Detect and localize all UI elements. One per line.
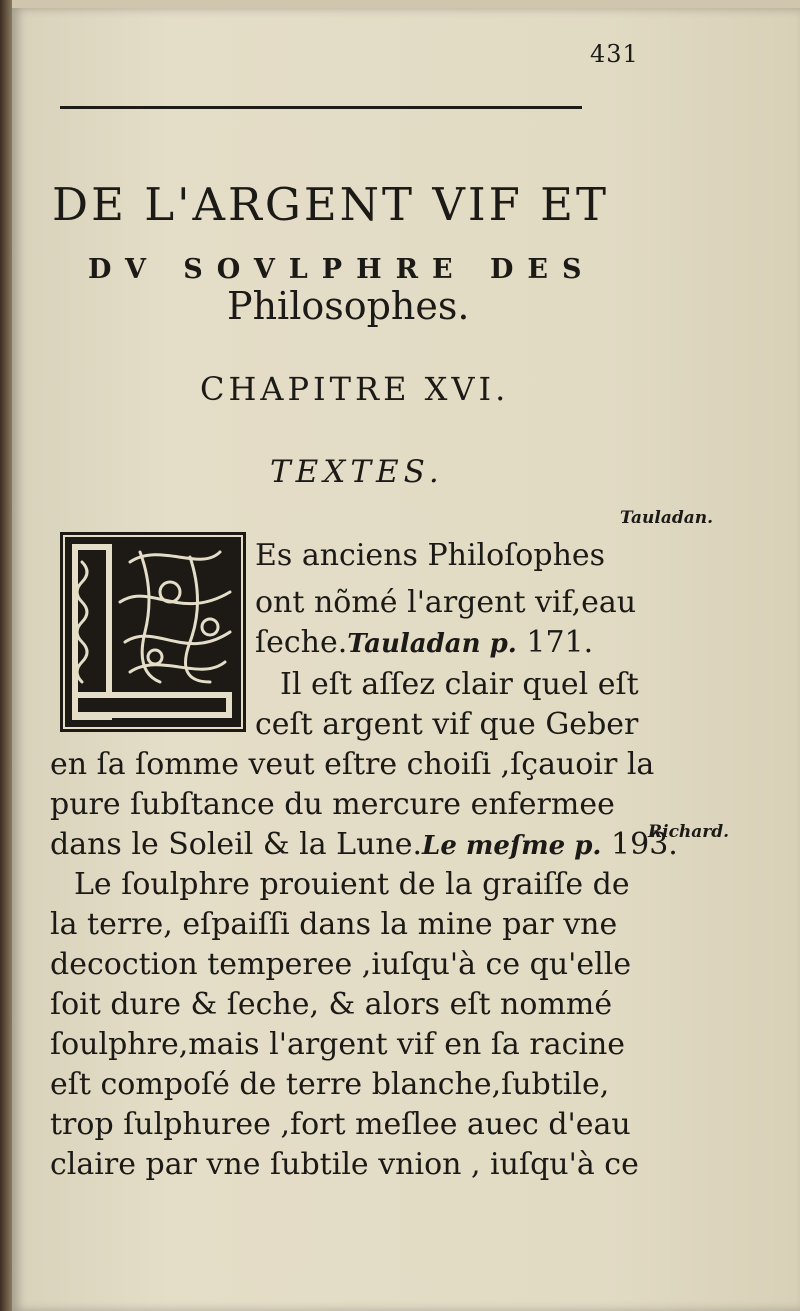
text-line-main: ſoit dure & ſeche, & alors eſt nommé xyxy=(50,987,613,1022)
header-rule xyxy=(60,106,582,109)
decorated-initial xyxy=(60,532,246,732)
text-line xyxy=(50,1107,631,1142)
text-line-main: decoction temperee ,iuſqu'à ce qu'elle xyxy=(50,947,632,982)
text-line xyxy=(50,1067,610,1102)
book-spine-edge xyxy=(0,0,12,1311)
text-line-main: ſeche. xyxy=(255,625,348,660)
text-line xyxy=(255,538,606,573)
text-line-main: ont nõmé l'argent vif,eau xyxy=(255,585,637,620)
text-line-main: eſt compoſé de terre blanche,ſubtile, xyxy=(50,1067,610,1102)
text-line xyxy=(255,707,639,742)
text-line-main: en ſa ſomme veut eſtre choiſi ,ſçauoir la xyxy=(50,747,655,782)
text-line-main: Es anciens Philoſophes xyxy=(255,538,606,573)
text-line xyxy=(255,625,594,660)
text-line xyxy=(50,787,615,822)
text-line-main: pure ſubſtance du mercure enfermee xyxy=(50,787,615,822)
chapter-subtitle: DV SOVLPHRE DES xyxy=(88,254,596,285)
text-line xyxy=(50,907,618,942)
book-page xyxy=(12,8,800,1311)
text-line xyxy=(50,827,678,862)
chapter-title: DE L'ARGENT VIF ET xyxy=(52,178,610,231)
text-line xyxy=(255,585,637,620)
citation-page: 171. xyxy=(516,625,594,660)
chapter-subtitle-continued: Philosophes. xyxy=(227,284,470,328)
text-line xyxy=(50,987,613,1022)
text-line-main: ceſt argent vif que Geber xyxy=(255,707,639,742)
text-line xyxy=(74,867,630,902)
text-line xyxy=(50,1147,639,1182)
text-line-main: Le ſoulphre prouient de la graiſſe de xyxy=(74,867,630,902)
text-line-main: ſoulphre,mais l'argent vif en ſa racine xyxy=(50,1027,626,1062)
chapter-heading: CHAPITRE XVI. xyxy=(200,370,510,408)
text-line-main: la terre, eſpaiſſi dans la mine par vne xyxy=(50,907,618,942)
text-line xyxy=(50,747,655,782)
citation-reference: Le meſme p. xyxy=(422,831,602,861)
text-line xyxy=(50,1027,626,1062)
citation-reference: Tauladan p. xyxy=(347,629,517,659)
text-line xyxy=(280,667,639,702)
text-line-main: claire par vne ſubtile vnion , iuſqu'à ce xyxy=(50,1147,639,1182)
text-line-main: dans le Soleil & la Lune. xyxy=(50,827,423,862)
section-heading: TEXTES. xyxy=(270,454,444,490)
page-number: 431 xyxy=(590,40,639,68)
text-line-main: trop ſulphuree ,fort meſlee auec d'eau xyxy=(50,1107,631,1142)
text-line-main: Il eſt aſſez clair quel eſt xyxy=(280,667,639,702)
margin-note-tauladan: Tauladan. xyxy=(620,508,714,528)
text-line xyxy=(50,947,632,982)
margin-note-richard: Richard. xyxy=(648,822,730,842)
citation-page: 193. xyxy=(601,827,678,862)
